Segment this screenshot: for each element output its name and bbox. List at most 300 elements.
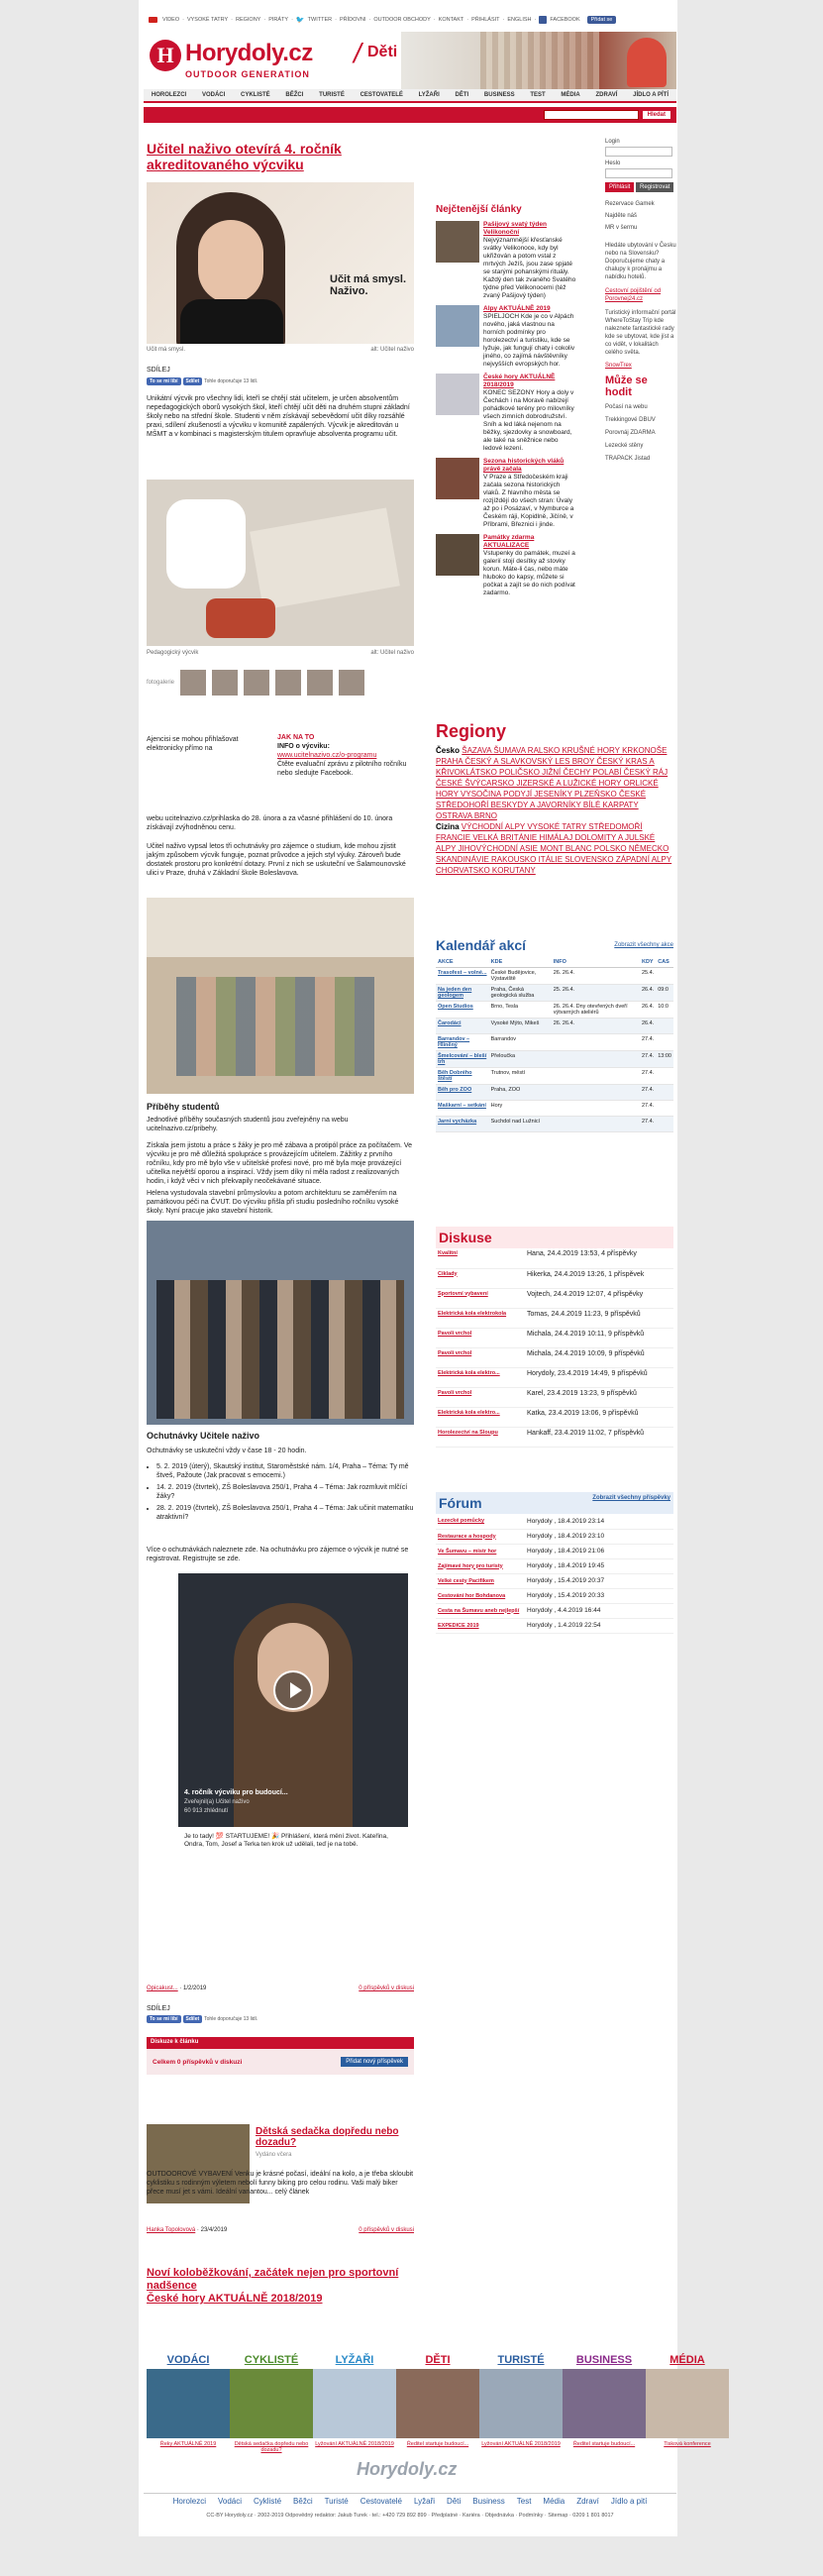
category-heading[interactable]: MÉDIA [669, 2354, 705, 2366]
nav-horolezci[interactable]: HOROLEZCI [151, 92, 187, 98]
footer-nav-link[interactable]: Cestovatelé [360, 2497, 402, 2506]
most-read-title[interactable]: Sezona historických vláků právě začala [483, 458, 565, 473]
footer-logo[interactable]: Horydoly.cz [357, 2459, 458, 2479]
footer-nav-link[interactable]: Lyžaři [414, 2497, 436, 2506]
nav-media[interactable]: MÉDIA [561, 92, 580, 98]
related-article-text: OUTDOOROVÉ VYBAVENÍ Venku je krásné počasí, ideální na kolo, a je třeba skloubit cyklistiku s rodinným výletem nebolí funny biking pro celou rodinu. Vaši malý biker přece musí jet s vámi. Ideální variantou... celý článek [147, 2171, 414, 2196]
calendar-row[interactable] [436, 985, 673, 1002]
related-article-date: Vydáno včera [256, 2152, 292, 2158]
discussion-meta: Tomas, 24.4.2019 11:23, 9 příspěvků [525, 1308, 673, 1328]
related-author[interactable]: Hanka Topolovová [147, 2227, 196, 2233]
calendar-cell [552, 1051, 640, 1068]
calendar-column-header: KDY [640, 957, 656, 968]
share-label: SDÍLEJ [147, 367, 170, 374]
footer-nav-link[interactable]: Děti [447, 2497, 462, 2506]
top-link-english[interactable]: ENGLISH [507, 17, 532, 23]
discussions [436, 1227, 673, 1448]
category-image[interactable] [479, 2369, 563, 2438]
most-read-title[interactable]: Alpy AKTUÁLNĚ 2019 [483, 305, 551, 312]
facebook-video[interactable] [178, 1573, 408, 1974]
calendar-cell [656, 1117, 673, 1132]
discussion-meta: Hankaff, 23.4.2019 11:02, 7 příspěvků [525, 1427, 673, 1447]
most-read-image[interactable] [436, 374, 479, 415]
discussion-topic[interactable]: Ciklady [436, 1268, 525, 1288]
article-photo-group[interactable] [147, 898, 414, 1094]
category-link[interactable]: Tisková konference [664, 2441, 711, 2447]
related-article-title[interactable]: Dětská sedačka dopředu nebo dozadu? [256, 2126, 399, 2148]
discussion-meta: Vojtech, 24.4.2019 12:07, 4 příspěvky [525, 1288, 673, 1308]
forum-topic[interactable]: Cesta na Šumavu aneb nejlepší [436, 1603, 525, 1618]
search-button[interactable]: Hledat [643, 111, 670, 119]
calendar-cell[interactable]: Jarní vycházka [436, 1117, 489, 1132]
category-link[interactable]: Lyžování AKTUÁLNĚ 2018/2019 [481, 2441, 561, 2447]
calendar-cell: Trutnov, městí [489, 1068, 552, 1085]
article-paragraph: Helena vystudovala stavební průmyslovku a potom architekturu se zaměřením na památkovou péči na ČVUT. Do výcviku přišla při studiu posledního ročníku vysoké školy. Nyní pracuje jako stavební historik. [147, 1190, 399, 1215]
top-link-facebook[interactable]: FACEBOOK [550, 17, 580, 23]
sidebar-menu-item[interactable]: MR v šermu [605, 225, 638, 231]
forum-row[interactable] [436, 1544, 673, 1558]
calendar-heading: Kalendář akcí [436, 937, 527, 953]
footer-copyright: CC-BY Horydoly.cz · 2002-2019 Odpovědný redaktor: Jakub Turek · tel.: +420 729 892 899 · Předplatné · Kariéra · Objednávka · Podmínky · Sitemap · 0209 1 801 8017 [206, 2513, 614, 2519]
article-paragraph: Ochutnávky se uskuteční vždy v čase 18 - 20 hodin. [147, 1448, 307, 1454]
category-image[interactable] [646, 2369, 729, 2438]
most-read-title[interactable]: České hory AKTUÁLNĚ 2018/2019 [483, 374, 556, 388]
logo-tagline: OUTDOOR GENERATION [185, 69, 310, 79]
category-heading[interactable]: BUSINESS [575, 2354, 633, 2366]
calendar-cell: 27.4. [640, 1051, 656, 1068]
top-link-pridovni[interactable]: PŘÍDOVNI [339, 17, 366, 23]
most-read-heading: Nejčtenější články [436, 204, 522, 215]
footer-nav-link[interactable]: Běžci [293, 2497, 313, 2506]
discussion-row[interactable] [436, 1367, 673, 1387]
most-read-desc: SPIELJOCH Kde je co v Alpách nového, jaká vlastnou na horních podmínky pro horolezectví a turistiku, kde se lyžuje, jak fungují chaty i cokoliv jiného, co zajímá návštěvníky nejvyšších evropských hor. [483, 313, 575, 368]
calendar-cell: 25. 26.4. [552, 985, 640, 1002]
calendar-cell[interactable]: Maškarní – setkání [436, 1101, 489, 1117]
events-calendar [436, 937, 673, 1132]
discussion-topic[interactable]: Horolezectví na Sloupu [436, 1427, 525, 1447]
calendar-row[interactable] [436, 1002, 673, 1019]
top-link-twitter[interactable]: TWITTER [307, 17, 333, 23]
category-link[interactable]: Dětská sedačka dopředu nebo dozadu? [234, 2441, 309, 2453]
top-link-video[interactable]: VIDEO [162, 17, 180, 23]
most-read-item[interactable] [436, 534, 576, 597]
calendar-row[interactable] [436, 968, 673, 985]
category-teaser[interactable] [313, 2354, 396, 2453]
fb-share-button[interactable]: Sdílet [183, 377, 203, 385]
article-paragraph: webu ucitelnazivo.cz/prihlaska do 28. února a za včasné přihlášení do 10. února získávají zvýhodněnou cenu. [147, 815, 393, 831]
footer-nav-link[interactable]: Test [516, 2497, 532, 2506]
calendar-table [436, 957, 673, 1132]
calendar-cell: 25.4. [640, 968, 656, 985]
site-header [144, 32, 676, 89]
calendar-cell[interactable]: Open Studios [436, 1002, 489, 1019]
sidebar-menu-item[interactable]: Najděte náš [605, 213, 638, 219]
discussion-row[interactable] [436, 1288, 673, 1308]
useful-tools [605, 401, 676, 466]
fb-like-button[interactable]: To se mi líbí [147, 2015, 181, 2023]
discussion-meta: Karel, 23.4.2019 13:23, 9 příspěvků [525, 1387, 673, 1407]
top-link-piraty[interactable]: PIRÁTY [268, 17, 289, 23]
gallery-thumb[interactable] [212, 670, 238, 696]
login-button[interactable]: Přihlásit [605, 182, 634, 192]
gallery-thumb[interactable] [180, 670, 206, 696]
most-read-item[interactable] [436, 458, 576, 529]
category-teaser[interactable] [479, 2354, 563, 2453]
category-heading[interactable]: TURISTÉ [497, 2354, 545, 2366]
category-heading[interactable]: LYŽAŘI [335, 2354, 374, 2366]
top-link-login[interactable]: PŘIHLÁSIT [471, 17, 500, 23]
info-box [277, 733, 416, 778]
calendar-column-header: INFO [552, 957, 640, 968]
video-author: Zveřejnil(a) Učitel naživo [184, 1799, 250, 1805]
tool-link[interactable]: Trekkingové DBUV [605, 417, 656, 423]
forum-topic[interactable]: Ve Šumavu – mistr hor [436, 1544, 525, 1558]
category-image[interactable] [396, 2369, 479, 2438]
category-heading[interactable]: DĚTI [425, 2354, 451, 2366]
article-paragraph: Jednotlivé příběhy současných studentů jsou zveřejněny na webu ucitelnazivo.cz/pribehy. [147, 1117, 349, 1132]
bottom-links [147, 2267, 414, 2306]
fb-count: Tohle doporučuje 13 lidí. [204, 2016, 258, 2022]
article-title: Učitel naživo otevírá 4. ročník akreditovaného výcviku [147, 141, 342, 172]
forum-topic[interactable]: Cestování hor Bohdanova [436, 1588, 525, 1603]
most-read-title[interactable]: Památky zdarma AKTUALIZACE [483, 534, 535, 549]
forum-topic[interactable]: Lezecké pomůcky [436, 1514, 525, 1529]
calendar-cell[interactable]: Běh pro ZOO [436, 1085, 489, 1101]
promo-insurance[interactable]: Cestovní pojištění od Porovnej24.cz [605, 288, 662, 302]
calendar-cell: Praha, ZOO [489, 1085, 552, 1101]
category-link[interactable]: Ředitel startuje budoucí... [406, 2441, 469, 2447]
nav-lyzari[interactable]: LYŽAŘI [418, 92, 440, 98]
calendar-cell: 13:00 [656, 1051, 673, 1068]
twitter-icon[interactable]: 🐦 [295, 17, 305, 24]
photo2-credit: alt: Učitel naživo [370, 650, 414, 656]
most-read-title[interactable]: Pašijový svatý týden Velikonoční [483, 221, 547, 236]
discussion-topic[interactable]: Pavoli vrchol [436, 1347, 525, 1367]
category-image[interactable] [563, 2369, 646, 2438]
calendar-row[interactable] [436, 1034, 673, 1051]
category-link[interactable]: Ředitel startuje budoucí... [572, 2441, 636, 2447]
footer-nav-link[interactable]: Horolezci [172, 2497, 206, 2506]
search-input[interactable] [544, 110, 639, 120]
discussion-row[interactable] [436, 1328, 673, 1347]
discussion-row[interactable] [436, 1347, 673, 1367]
most-read-item[interactable] [436, 305, 576, 369]
calendar-cell[interactable]: Barrandov – Hliněný [436, 1034, 489, 1051]
calendar-cell[interactable]: Na jeden den geologem [436, 985, 489, 1002]
region-links[interactable]: ŠAZAVA ŠUMAVA RALSKO KRUŠNÉ HORY KRKONOŠE PRAHA ČESKÝ A SLAVKOVSKÝ LES BROY ČESKÝ KRAS A KŘIVOKLÁTSKO POLIČSKO JIŽNÍ ČECHY POLABÍ ČESKÝ RÁJ ČESKÉ ŠVÝCARSKO JIZERSKÉ A LUŽICKÉ HORY ORLICKÉ HORY VYSOČINA PODYJÍ JESENÍKY PLZEŇSKO ČESKÉ STŘEDOHOŘÍ BESKYDY A JAVORNÍKY BÍLÉ KARPATY OSTRAVA BRNO [436, 746, 669, 820]
play-icon[interactable] [273, 1670, 313, 1710]
discussion-topic[interactable]: Pavoli vrchol [436, 1387, 525, 1407]
promo-snowtrex[interactable]: SnowTrex [605, 363, 632, 369]
share-label-2: SDÍLEJ [147, 2005, 170, 2012]
nav-business[interactable]: BUSINESS [483, 92, 515, 98]
nav-cestovatele[interactable]: CESTOVATELÉ [360, 92, 403, 98]
gallery-thumb[interactable] [244, 670, 269, 696]
calendar-row[interactable] [436, 1019, 673, 1034]
article-paragraph: Ajencisi se mohou přihlašovat elektronicky přímo na [147, 736, 239, 752]
top-link-regiony[interactable]: REGIONY [235, 17, 261, 23]
facebook-row-2 [147, 2015, 257, 2023]
password-input[interactable] [605, 168, 672, 178]
calendar-row[interactable] [436, 1101, 673, 1117]
discussion-meta: Hana, 24.4.2019 13:53, 4 příspěvky [525, 1248, 673, 1268]
nav-vodaci[interactable]: VODÁCI [201, 92, 226, 98]
stories-heading: Příběhy studentů [147, 1102, 220, 1112]
author-name[interactable]: Opicakust... [147, 1986, 178, 1991]
top-link-outdoor[interactable]: OUTDOOR OBCHODY [373, 17, 431, 23]
discussion-bar: Diskuze k článku [147, 2037, 414, 2049]
section-name[interactable]: Děti [367, 44, 398, 60]
regions-abroad: Cizina VÝCHODNÍ ALPY VYSOKÉ TATRY STŘEDOMOŘÍ FRANCIE VELKÁ BRITÁNIE HIMÁLAJ DOLOMITY A JULSKÉ ALPY JIHOVÝCHODNÍ ASIE MONT BLANC POLSKO NĚMECKO SKANDINÁVIE RAKOUSKO ITÁLIE SLOVENSKO ZÁPADNÍ ALPY CHORVATSKO KORUTANY [436, 822, 672, 875]
discussion-row[interactable] [436, 1308, 673, 1328]
register-button[interactable]: Registrovat [636, 182, 673, 192]
gallery-thumb[interactable] [339, 670, 364, 696]
most-read-desc: Nejvýznamnější křesťanské svátky Velikonoce, kdy byl ukřižován a potom vstal z mrtvých Ježíš, jsou zase spjaté se starými pohanskými rituály. Každý den tak zvaného Svatého týdne před Velikonocemi (též zvaný Pašijový týden) [483, 237, 576, 299]
tool-link[interactable]: Počasí na webu [605, 404, 648, 410]
calendar-cell[interactable]: Trasofest – volné... [436, 968, 489, 985]
footer-nav-link[interactable]: Zdraví [576, 2497, 599, 2506]
sidebar-menu-item[interactable]: Rezervace Gamek [605, 201, 655, 207]
forum [436, 1492, 673, 1634]
forum-row[interactable] [436, 1529, 673, 1544]
category-teaser[interactable] [147, 2354, 230, 2453]
calendar-cell: 27.4. [640, 1034, 656, 1051]
article-paragraph: Učitel naživo vypsal letos tři ochutnávky pro zájemce o studium, kde mohou zjistit jakým způsobem výcvik funguje, poznat průvodce a jejich styl výuky. Zároveň bude dostatek prostoru pro konkrétní dotazy. První z nich se uskuteční ve Šalamounovské ulici v Praze, druhá v Základní škole Boleslavova. [147, 843, 406, 877]
header-banner-image [401, 32, 676, 89]
discussions-heading: Diskuse [436, 1227, 673, 1248]
most-read-desc: KONEC SEZONY Hory a doly v Čechách i na Moravě nabízejí pohádkové terény pro milovníky všech zimních dobrodružství. Sníh a led láká nejenom na běžky, sjezdovky a snowboard, ale také na sněžnice nebo ledové lezení. [483, 389, 574, 452]
gallery-thumb[interactable] [307, 670, 333, 696]
most-read-text [483, 221, 576, 300]
most-read-desc: Vstupenky do památek, muzeí a galerií stojí desítky až stovky korun. Máte-li čas, nebo máte hluboko do kapsy, můžete si počkat a zajít se do nich podívat zadarmo. [483, 550, 575, 596]
most-read-image[interactable] [436, 534, 479, 576]
calendar-cell [656, 968, 673, 985]
most-read-text [483, 534, 576, 597]
forum-row[interactable] [436, 1573, 673, 1588]
category-heading[interactable]: VODÁCI [166, 2354, 210, 2366]
footer-nav-link[interactable]: Jídlo a pití [610, 2497, 648, 2506]
calendar-cell [552, 1034, 640, 1051]
forum-meta: Horydoly , 18.4.2019 23:10 [525, 1529, 673, 1544]
bottom-link[interactable]: České hory AKTUÁLNĚ 2018/2019 [147, 2293, 323, 2305]
article-photo-workshop[interactable] [147, 480, 414, 646]
most-read-item[interactable] [436, 221, 576, 300]
fb-share-button[interactable]: Sdílet [183, 2015, 203, 2023]
category-teaser[interactable] [563, 2354, 646, 2453]
discussion-topic[interactable]: Elektrická kola elektro... [436, 1367, 525, 1387]
facebook-row [147, 377, 257, 385]
forum-topic[interactable]: Velké cesty Pacifikem [436, 1573, 525, 1588]
top-link-kontakt[interactable]: KONTAKT [438, 17, 464, 23]
article-paragraph: Získala jsem jistotu a práce s žáky je pro mě zábava a protipól práce za počítačem. Ve výcviku je pro mě důležitá spolupráce s provázejícím učitelem. Zážitky z prvního ročníku, kdy pro mě bylo vše v učitelské profesi nové, pro mě byla moje provázející učitelka největší oporou a inspirací. Vždy jsem díky ní měla radost z realizovaných hodin, i když věci v nich překvapily neočekávané situace. [147, 1142, 413, 1185]
calendar-cell [656, 1085, 673, 1101]
youtube-icon[interactable] [149, 17, 157, 23]
category-teaser[interactable] [396, 2354, 479, 2453]
calendar-cell: Hory [489, 1101, 552, 1117]
forum-topic[interactable]: EXPEDICE 2019 [436, 1618, 525, 1633]
forum-row[interactable] [436, 1588, 673, 1603]
discussions-table [436, 1248, 673, 1448]
discussion-meta: Michala, 24.4.2019 10:09, 9 příspěvků [525, 1347, 673, 1367]
forum-row[interactable] [436, 1514, 673, 1529]
most-read-text [483, 374, 576, 453]
forum-all-link[interactable]: Zobrazit všechny příspěvky [592, 1495, 670, 1501]
footer-nav-link[interactable]: Business [472, 2497, 505, 2506]
article-paragraph: Více o ochutnávkách naleznete zde. Na ochutnávku pro zájemce o výcvik je nutné se registrovat. Registrujte se zde. [147, 1547, 409, 1562]
tastings-list [156, 1462, 414, 1522]
comments-link[interactable]: 0 příspěvků v diskusi [359, 1986, 414, 1991]
calendar-cell[interactable]: Běh Dobrého štěstí [436, 1068, 489, 1085]
fb-post-text: Je to tady! 💯 STARTUJEME! 🎉 Přihlášení, která mění život. Kateřina, Ondra, Tom, Josef a Terka ten krok už udělali, teď je na tobě. [178, 1827, 408, 1974]
site-logo[interactable]: Horydoly.cz [185, 40, 313, 66]
top-strip: VIDEO · VYSOKÉ TATRY · REGIONY · PIRÁTY · 🐦 TWITTER · PŘÍDOVNI · OUTDOOR OBCHODY · KONTAKT · PŘIHLÁSIT · ENGLISH · FACEBOOK Přidat se [149, 10, 673, 30]
calendar-cell [552, 1085, 640, 1101]
article-photo-class[interactable] [147, 1221, 414, 1425]
most-read-text [483, 458, 576, 529]
photo2-caption: Pedagogický výcvik [147, 650, 199, 656]
calendar-row[interactable] [436, 1068, 673, 1085]
most-read-desc: V Praze a Středočeském kraji začala sezona historických vlaků. Z hlavního města se rozjíždějí do všech stran: Úvaly až po i Posázaví, v Nymburce a Českém ráji, Kopidlně, Jičíně, v Příbrami, Březnici i jinde. [483, 474, 574, 528]
discussion-row[interactable] [436, 1248, 673, 1268]
calendar-column-header: CAS [656, 957, 673, 968]
promo-accommodation[interactable]: Hledáte ubytování v Česku nebo na Slovensku? Doporučujeme chaty a chalupy k pronájmu a nabídku hotelů. [605, 243, 676, 280]
most-read-image[interactable] [436, 305, 479, 347]
calendar-cell: 27.4. [640, 1068, 656, 1085]
discussion-row[interactable] [436, 1387, 673, 1407]
article-main-photo[interactable] [147, 182, 414, 344]
facebook-join-button[interactable]: Přidat se [587, 16, 617, 24]
calendar-cell [552, 1101, 640, 1117]
tool-link[interactable]: Porovnáj ZDARMA [605, 430, 656, 436]
category-image[interactable] [313, 2369, 396, 2438]
related-comments-link[interactable]: 0 příspěvků v diskusi [359, 2227, 414, 2233]
calendar-cell: 27.4. [640, 1117, 656, 1132]
info-box-link[interactable]: www.ucitelnazivo.cz/o-programu [277, 752, 377, 759]
calendar-cell [656, 1101, 673, 1117]
forum-row[interactable] [436, 1603, 673, 1618]
calendar-row[interactable] [436, 1085, 673, 1101]
region-links[interactable]: VÝCHODNÍ ALPY VYSOKÉ TATRY STŘEDOMOŘÍ FRANCIE VELKÁ BRITÁNIE HIMÁLAJ DOLOMITY A JULSKÉ ALPY JIHOVÝCHODNÍ ASIE MONT BLANC POLSKO NĚMECKO SKANDINÁVIE RAKOUSKO ITÁLIE SLOVENSKO ZÁPADNÍ ALPY CHORVATSKO KORUTANY [436, 822, 672, 875]
forum-meta: Horydoly , 15.4.2019 20:37 [525, 1573, 673, 1588]
password-label: Heslo [605, 161, 621, 166]
facebook-icon[interactable] [539, 16, 547, 24]
nav-bezci[interactable]: BĚŽCI [285, 92, 304, 98]
calendar-cell: 26. 26.4. Dny otevřených dveří výtvarných ateliérů [552, 1002, 640, 1019]
category-link[interactable]: Řeky AKTUÁLNĚ 2019 [159, 2441, 217, 2447]
forum-row[interactable] [436, 1618, 673, 1633]
regions-cz: Česko ŠAZAVA ŠUMAVA RALSKO KRUŠNÉ HORY KRKONOŠE PRAHA ČESKÝ A SLAVKOVSKÝ LES BROY ČESKÝ KRAS A KŘIVOKLÁTSKO POLIČSKO JIŽNÍ ČECHY POLABÍ ČESKÝ RÁJ ČESKÉ ŠVÝCARSKO JIZERSKÉ A LUŽICKÉ HORY ORLICKÉ HORY VYSOČINA PODYJÍ JESENÍKY PLZEŇSKO ČESKÉ STŘEDOHOŘÍ BESKYDY A JAVORNÍKY BÍLÉ KARPATY OSTRAVA BRNO [436, 746, 669, 820]
tool-link[interactable]: TRAPACK Jistad [605, 456, 651, 462]
discussion-box [147, 2049, 414, 2075]
author-date: 1/2/2019 [183, 1986, 207, 1991]
calendar-cell [656, 1068, 673, 1085]
login-label: Login [605, 139, 620, 145]
forum-row[interactable] [436, 1558, 673, 1573]
discussion-topic[interactable]: Kvalitní [436, 1248, 525, 1268]
calendar-cell: Vysoké Mýto, Mikeš [489, 1019, 552, 1034]
discussion-meta: Horydoly, 23.4.2019 14:49, 9 příspěvků [525, 1367, 673, 1387]
calendar-row[interactable] [436, 1117, 673, 1132]
category-teaser[interactable] [230, 2354, 313, 2453]
category-teaser[interactable] [646, 2354, 729, 2453]
add-post-button[interactable]: Přidat nový příspěvek [341, 2057, 408, 2067]
video-title: 4. ročník výcviku pro budoucí... [184, 1789, 288, 1796]
photo-credit: alt: Učitel naživo [370, 347, 414, 353]
nav-deti[interactable]: DĚTI [455, 92, 469, 98]
tasting-item: • 5. 2. 2019 (úterý), Skautský institut, Staroměstské nám. 1/4, Praha – Téma: Ty mě štveš, Pažoute (Jak pracovat s emocemi.) [156, 1462, 414, 1480]
tasting-item: • 28. 2. 2019 (čtvrtek), ZŠ Boleslavova 250/1, Praha 4 – Téma: Jak učinit matematiku atraktivní? [156, 1504, 414, 1522]
discussion-topic[interactable]: Pavoli vrchol [436, 1328, 525, 1347]
footer-nav-link[interactable]: Turisté [324, 2497, 349, 2506]
forum-meta: Horydoly , 1.4.2019 22:54 [525, 1618, 673, 1633]
forum-topic[interactable]: Restaurace a hospody [436, 1529, 525, 1544]
discussion-meta: Hikerka, 24.4.2019 13:26, 1 příspěvek [525, 1268, 673, 1288]
photo-overlay-text: Učit má smysl. Naživo. [330, 273, 407, 297]
discussion-row[interactable] [436, 1407, 673, 1427]
discussion-topic[interactable]: Sportovní vybavení [436, 1288, 525, 1308]
calendar-cell [656, 1019, 673, 1034]
bottom-link[interactable]: Noví koloběžkování, začátek nejen pro sportovní nadšence [147, 2267, 399, 2292]
nav-cykliste[interactable]: CYKLISTÉ [241, 92, 270, 98]
most-read-item[interactable] [436, 374, 576, 453]
discussion-row[interactable] [436, 1427, 673, 1447]
calendar-cell: 10:0 [656, 1002, 673, 1019]
top-link-tatry[interactable]: VYSOKÉ TATRY [186, 17, 229, 23]
fb-like-button[interactable]: To se mi líbí [147, 377, 181, 385]
calendar-column-header: KDE [489, 957, 552, 968]
calendar-cell: Přeloučka [489, 1051, 552, 1068]
discussion-topic[interactable]: Elektrická kola elektrokola [436, 1308, 525, 1328]
discussion-topic[interactable]: Elektrická kola elektro... [436, 1407, 525, 1427]
category-image[interactable] [147, 2369, 230, 2438]
gallery-thumb[interactable] [275, 670, 301, 696]
gallery-label: fotogalerie [147, 680, 175, 686]
category-link[interactable]: Lyžování AKTUÁLNĚ 2018/2019 [315, 2441, 394, 2447]
calendar-cell[interactable]: Šmelcování – bleší trh [436, 1051, 489, 1068]
category-image[interactable] [230, 2369, 313, 2438]
calendar-cell: Brno, Tesla [489, 1002, 552, 1019]
footer-nav-link[interactable]: Média [543, 2497, 566, 2506]
forum-meta: Horydoly , 4.4.2019 16:44 [525, 1603, 673, 1618]
logo-mark[interactable]: H [150, 40, 181, 71]
nav-zdravi[interactable]: ZDRAVÍ [595, 92, 618, 98]
nav-test[interactable]: TEST [530, 92, 546, 98]
calendar-column-header: AKCE [436, 957, 489, 968]
calendar-cell[interactable]: Čarodáci [436, 1019, 489, 1034]
footer-nav [144, 2493, 676, 2509]
forum-meta: Horydoly , 15.4.2019 20:33 [525, 1588, 673, 1603]
calendar-row[interactable] [436, 1051, 673, 1068]
most-read-image[interactable] [436, 458, 479, 499]
discussion-row[interactable] [436, 1268, 673, 1288]
info-box-text: Čtěte evaluační zprávu z pilotního ročníku nebo sledujte Facebook. [277, 761, 407, 777]
most-read-image[interactable] [436, 221, 479, 263]
nav-turiste[interactable]: TURISTÉ [319, 92, 345, 98]
footer-nav-link[interactable]: Cyklisté [254, 2497, 282, 2506]
footer-nav-link[interactable]: Vodáci [217, 2497, 243, 2506]
calendar-all-link[interactable]: Zobrazit všechny akce [614, 942, 673, 948]
promo-wheretostay[interactable]: Turistický informační portál WhereToStay Trip kde naleznete fantastické rady kde se ubytovat, kde jíst a co vidět, v lokalitách celého světa. [605, 310, 676, 356]
category-heading[interactable]: CYKLISTÉ [244, 2354, 299, 2366]
category-teasers [147, 2354, 711, 2453]
related-date: 23/4/2019 [200, 2227, 228, 2233]
tool-link[interactable]: Lezecké stěny [605, 443, 644, 449]
forum-topic[interactable]: Zajímavé hory pro turisty [436, 1558, 525, 1573]
search-bar [144, 107, 676, 123]
discussion-count[interactable]: Celkem 0 příspěvků v diskuzi [153, 2058, 243, 2066]
login-input[interactable] [605, 147, 672, 157]
nav-jidlo[interactable]: JÍDLO A PÍTÍ [633, 92, 669, 98]
